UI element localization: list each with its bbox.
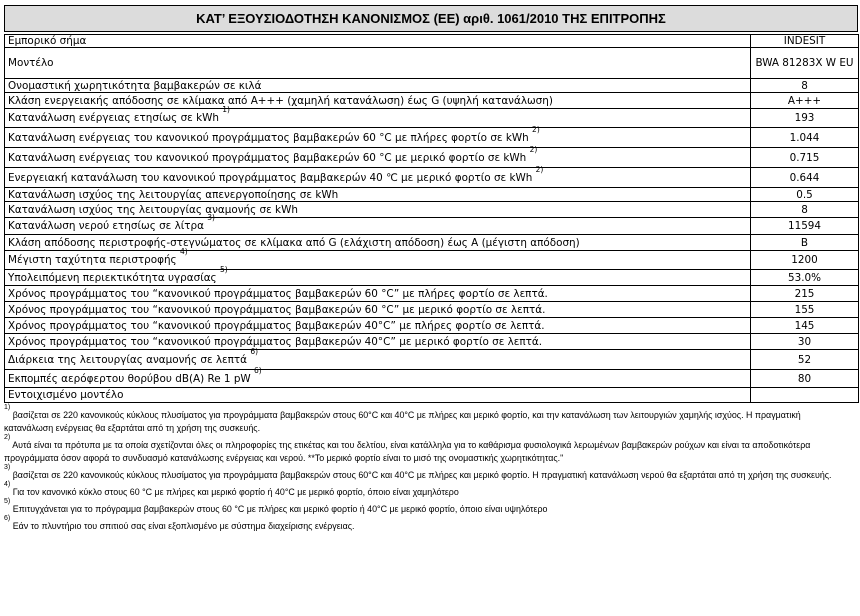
spec-label: Κατανάλωση νερού ετησίως σε λίτρα [8, 220, 204, 232]
spec-value: 1.044 [751, 128, 859, 148]
spec-label-cell [5, 247, 751, 270]
footnote [4, 515, 858, 533]
spec-label: Εκπομπές αερόφερτου θορύβου dB(A) Re 1 pW [8, 372, 251, 385]
footnote [4, 434, 858, 465]
spec-row [5, 168, 859, 188]
footnote-ref: 6) [254, 365, 262, 375]
spec-row [5, 350, 859, 370]
spec-value: INDESIT [751, 35, 859, 48]
footnote-number: 3) [4, 464, 11, 471]
footnote-ref: 4) [179, 247, 188, 256]
fiche-title: ΚΑΤ’ ΕΞΟΥΣΙΟΔΟΤΗΣΗ ΚΑΝΟΝΙΣΜΟΣ (ΕΕ) αριθ. 1061/2010 ΤΗΣ ΕΠΙΤΡΟΠΗΣ [4, 5, 858, 32]
spec-label: Κατανάλωση ισχύος της λειτουργίας αναμονής σε kWh [8, 203, 298, 216]
spec-label-cell [5, 302, 751, 318]
spec-row [5, 148, 859, 168]
footnote-number: 5) [4, 498, 11, 505]
spec-label: Μοντέλο [8, 57, 54, 69]
spec-value: 80 [751, 370, 859, 388]
footnote-text: Αυτά είναι τα πρότυπα με τα οποία σχετίζονται όλες οι πληροφορίες της ετικέτας και του δελτίου, είναι κατάλληλα για το καθάρισμα φυσιολογικά λερωμένων βαμβακερών ρούχων και είναι τα αποδοτικότερα προγράμματα όσον αφορά το συνδυασμό κατανάλωσης ενέργειας και νερού. **Το μερικό φορτίο είναι το μισό της ονομαστικής χωρητικότητας." [4, 440, 811, 463]
product-fiche [4, 5, 858, 537]
spec-label-cell [5, 202, 751, 218]
spec-value: 53.0% [751, 270, 859, 286]
footnote-number: 4) [4, 481, 11, 488]
spec-label: Εντοιχισμένο μοντέλο [8, 389, 124, 401]
spec-row [5, 334, 859, 350]
spec-row [5, 318, 859, 334]
spec-row [5, 79, 859, 93]
spec-label-cell [5, 164, 751, 188]
spec-label-cell [5, 334, 751, 350]
spec-label: Διάρκεια της λειτουργίας αναμονής σε λεπτά [8, 353, 248, 366]
spec-label: Κλάση ενεργειακής απόδοσης σε κλίμακα από A+++ (χαμηλή κατανάλωση) έως G (υψηλή κατανάλωση) [8, 94, 553, 107]
footnote-text: Επιτυγχάνεται για το πρόγραμμα βαμβακερών στους 60 °C με πλήρες και μερικό φορτίο ή 40°C με μερικό φορτίο, όποιο είναι υψηλότερο [12, 504, 548, 514]
spec-value: 215 [751, 286, 859, 302]
footnote-ref: 1) [222, 105, 230, 114]
footnote-ref: 2) [532, 124, 540, 134]
footnote-text: Εάν το πλυντήριο του σπιτιού σας είναι εξοπλισμένο με σύστημα διαχείρισης ενέργειας. [12, 521, 355, 531]
spec-row [5, 35, 859, 48]
spec-value [751, 388, 859, 403]
spec-label-cell [5, 213, 751, 235]
spec-row [5, 202, 859, 218]
spec-label: Εμπορικό σήμα [8, 35, 87, 47]
spec-value: 0.5 [751, 188, 859, 202]
spec-row [5, 388, 859, 403]
spec-label-cell [5, 388, 751, 403]
spec-row [5, 188, 859, 202]
spec-label-cell [5, 264, 751, 286]
spec-value: 0.644 [751, 168, 859, 188]
spec-value: 155 [751, 302, 859, 318]
spec-value: 0.715 [751, 148, 859, 168]
spec-label-cell [5, 93, 751, 109]
spec-label-cell [5, 48, 751, 79]
spec-label-cell [5, 79, 751, 93]
spec-value: 11594 [751, 218, 859, 235]
footnote-text: Για τον κανονικό κύκλο στους 60 °C με πλήρες και μερικό φορτίο ή 40°C με μερικό φορτίο, όποιο είναι χαμηλότερο [12, 487, 459, 497]
spec-label: Κατανάλωση ενέργειας ετησίως σε kWh [8, 112, 219, 124]
spec-row [5, 235, 859, 251]
spec-label-cell [5, 35, 751, 48]
footnotes [4, 404, 858, 533]
footnote-number: 1) [4, 404, 11, 411]
spec-value: BWA 81283X W EU [751, 48, 859, 79]
spec-label: Χρόνος προγράμματος του “κανονικού προγράμματος βαμβακερών 60 °C” με πλήρες φορτίο σε λεπτά. [8, 287, 548, 300]
spec-label: Υπολειπόμενη περιεκτικότητα υγρασίας [8, 271, 217, 284]
spec-value: 145 [751, 318, 859, 334]
spec-label-cell [5, 124, 751, 148]
spec-label-cell [5, 235, 751, 251]
spec-row [5, 93, 859, 109]
spec-value: 52 [751, 350, 859, 370]
spec-label-cell [5, 346, 751, 370]
spec-row [5, 218, 859, 235]
spec-table [4, 34, 859, 403]
spec-row [5, 128, 859, 148]
footnote-number: 2) [4, 434, 11, 441]
spec-value: A+++ [751, 93, 859, 109]
spec-label-cell [5, 318, 751, 334]
spec-value: 8 [751, 79, 859, 93]
spec-row [5, 48, 859, 79]
spec-value: 193 [751, 109, 859, 128]
spec-label-cell [5, 144, 751, 168]
spec-value: B [751, 235, 859, 251]
spec-row [5, 251, 859, 270]
footnote-text: βασίζεται σε 220 κανονικούς κύκλους πλυσίματος για προγράμματα βαμβακερών στους 60°C και 40°C με πλήρες και μερικό φορτίο, και την κατανάλωση των λειτουργιών χαμηλής ισχύος. Η πραγματική κατανάλωση ενέργειας θα εξαρτάται από τη χρήση της συσκευής. [4, 410, 801, 433]
spec-row [5, 302, 859, 318]
spec-label: Ενεργειακή κατανάλωση του κανονικού προγράμματος βαμβακερών 40 ℃ με μερικό φορτίο σε kWh [8, 171, 533, 184]
spec-label-cell [5, 365, 751, 388]
spec-row [5, 270, 859, 286]
spec-label: Κατανάλωση ενέργειας του κανονικού προγράμματος βαμβακερών 60 °C με μερικό φορτίο σε kWh [8, 151, 527, 164]
spec-label-cell [5, 286, 751, 302]
spec-label-cell [5, 188, 751, 202]
footnote [4, 404, 858, 435]
spec-label: Ονομαστική χωρητικότητα βαμβακερών σε κιλά [8, 79, 262, 92]
footnote [4, 481, 858, 499]
spec-row [5, 286, 859, 302]
footnote [4, 498, 858, 516]
spec-label: Χρόνος προγράμματος του “κανονικού προγράμματος βαμβακερών 40°C” με μερικό φορτίο σε λεπτά. [8, 335, 543, 348]
footnote-number: 6) [4, 515, 11, 522]
footnote-ref: 3) [207, 213, 215, 222]
footnote-ref: 2) [529, 144, 538, 154]
spec-value: 8 [751, 202, 859, 218]
footnote-ref: 5) [219, 264, 228, 274]
spec-row [5, 370, 859, 388]
footnote [4, 464, 858, 482]
spec-value: 1200 [751, 251, 859, 270]
spec-label: Χρόνος προγράμματος του “κανονικού προγράμματος βαμβακερών 60 °C” με μερικό φορτίο σε λεπτά. [8, 303, 546, 316]
spec-label: Κλάση απόδοσης περιστροφής-στεγνώματος σε κλίμακα από G (ελάχιστη απόδοση) έως A (μέγιστη απόδοση) [8, 236, 580, 249]
spec-label: Χρόνος προγράμματος του “κανονικού προγράμματος βαμβακερών 40°C” με πλήρες φορτίο σε λεπτά. [8, 319, 545, 332]
spec-value: 30 [751, 334, 859, 350]
spec-label: Κατανάλωση ισχύος της λειτουργίας απενεργοποίησης σε kWh [8, 188, 339, 201]
spec-label-cell [5, 105, 751, 128]
footnote-ref: 6) [250, 346, 259, 356]
footnote-ref: 2) [535, 164, 544, 174]
spec-label: Μέγιστη ταχύτητα περιστροφής [8, 254, 177, 266]
footnote-text: βασίζεται σε 220 κανονικούς κύκλους πλυσίματος για προγράμματα βαμβακερών στους 60°C και 40°C με πλήρες και μερικό φορτίο. Η πραγματική κατανάλωση νερού θα εξαρτάται από τη χρήση της συσκευής. [12, 470, 832, 480]
spec-row [5, 109, 859, 128]
spec-label: Κατανάλωση ενέργειας του κανονικού προγράμματος βαμβακερών 60 °C με πλήρες φορτίο σε kWh [8, 131, 529, 144]
